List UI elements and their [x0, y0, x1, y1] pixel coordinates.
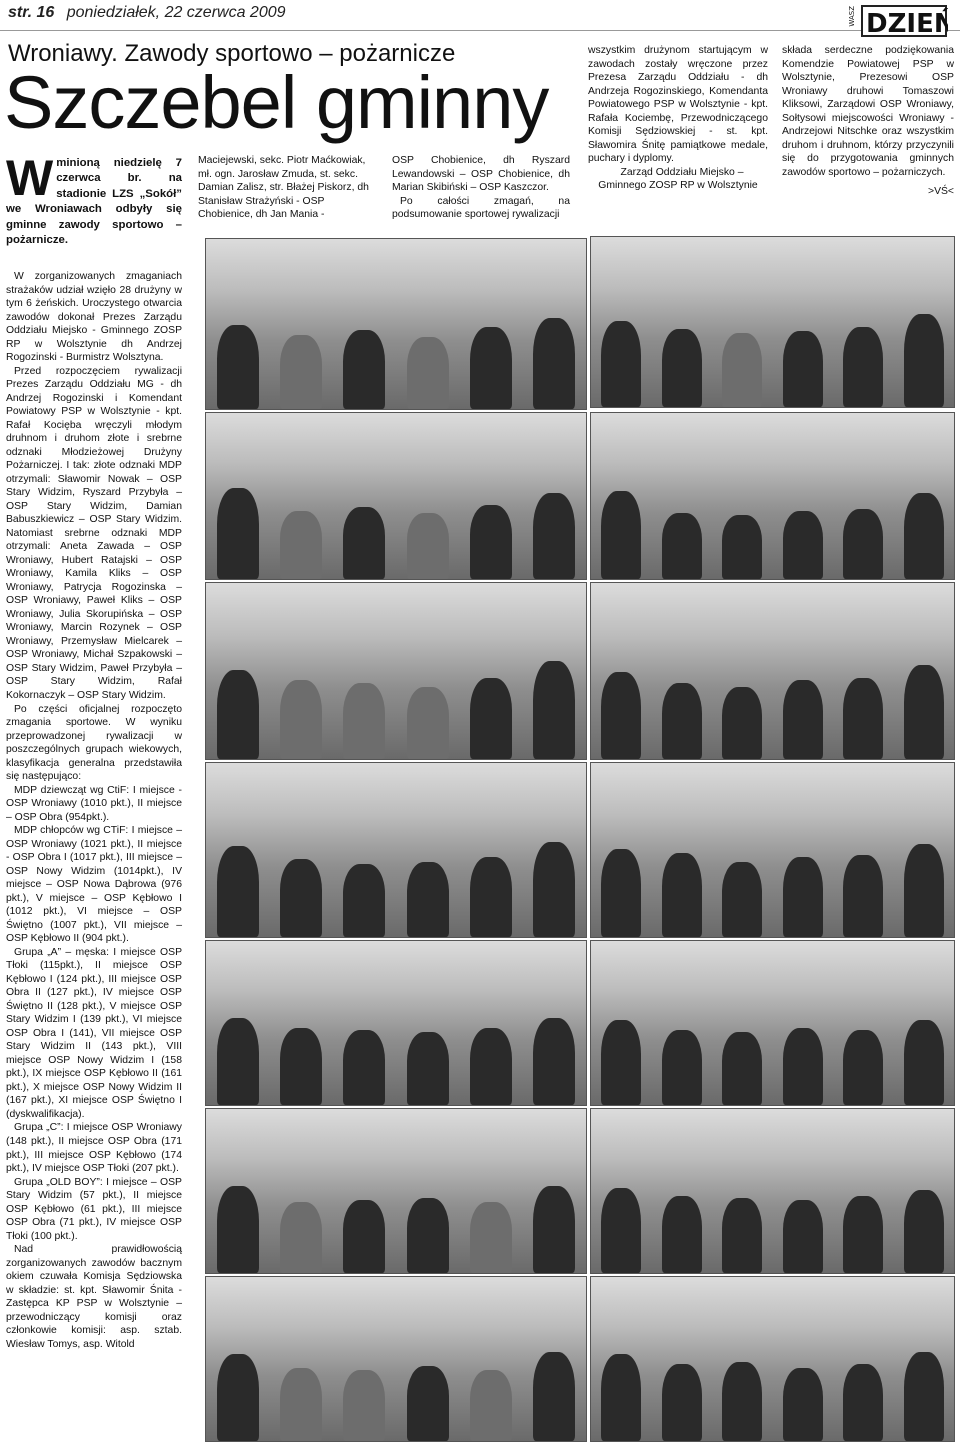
- paragraph: MDP dziewcząt wg CtiF: I miejsce - OSP Wroniawy (1010 pkt.), II miejsce – OSP Obra (954pkt.).: [6, 784, 182, 823]
- article-column-2: [198, 154, 378, 222]
- paragraph: Grupa „C”: I miejsce OSP Wroniawy (148 pkt.), II miejsce OSP Obra (171 pkt.), III miejsce OSP Kębłowo (174 pkt.), IV miejsce OSP Tłoki (207 pkt.).: [6, 1122, 182, 1175]
- photo-team-3: [205, 412, 587, 580]
- paragraph: Grupa „OLD BOY”: I miejsce – OSP Stary Widzim (57 pkt.), II miejsce OSP Kębłowo (61 pkt.), III miejsce OSP Obra (71 pkt.), IV miejsce OSP Tłoki (100 pkt.).: [6, 1176, 182, 1242]
- paragraph: Maciejewski, sekc. Piotr Maćkowiak, mł. ogn. Jarosław Zmuda, st. sekc. Damian Zalisz, str. Błażej Piskorz, dh Stanisław Strażyński - OSP Chobienice, dh Jan Mania -: [198, 155, 369, 221]
- paragraph: Po całości zmagań, na podsumowanie sportowej rywalizacji: [392, 195, 570, 221]
- photo-team-4: [590, 412, 955, 580]
- paragraph: Po części oficjalnej rozpoczęto zmagania sportowe. W wyniku przeprowadzonej rywalizacji w poszczególnych grupach wiekowych, klasyfikacja generalna przedstawiła się następująco:: [6, 703, 182, 783]
- photo-team-10: [590, 940, 955, 1106]
- photo-team-6: [590, 582, 955, 760]
- paragraph: Nad prawidłowością zorganizowanych zawodów bacznym okiem czuwała Komisja Sędziowska w składzie: st. kpt. Sławomir Śnita - Zastępca KP PSP w Wolsztynie – przewodniczący komisji oraz członkowie komisji: asp. sztab. Wiesław Tomys, asp. Witold: [6, 1244, 182, 1350]
- article-column-5: [782, 44, 954, 199]
- header-rule: [0, 30, 960, 31]
- paragraph: OSP Chobienice, dh Ryszard Lewandowski – OSP Chobienice, dh Marian Skibiński – OSP Kaszczor.: [392, 155, 570, 194]
- article-column-3: [392, 154, 570, 222]
- paragraph: składa serdeczne podziękowania Komendzie Powiatowej PSP w Wolsztynie, Prezesowi OSP Wroniawy druhowi Tomaszowi Kliksowi, Zarządowi OSP Wroniawy, Sołtysowi miejscowości Wroniawy - Andrzejowi Nitschke oraz wszystkim druhom i druhnom, którzy przyczynili się do przygotowania gminnych zawodów sportowo – pożarniczych.: [782, 45, 954, 178]
- page-header: [8, 4, 286, 22]
- paragraph: W zorganizowanych zmaganiach strażaków udział wzięło 28 drużyny w tym 6 żeńskich. Uroczystego otwarcia zawodów dokonał Prezes Zarządu Oddziału Miejsko - Gminnego ZOSP RP w Wolsztynie dh Andrzej Rogozinski - Burmistrz Wolsztyna.: [6, 271, 182, 364]
- issue-date: poniedziałek, 22 czerwca 2009: [66, 4, 286, 21]
- paragraph: MDP chłopców wg CTiF: I miejsce – OSP Wroniawy (1021 pkt.), II miejsce - OSP Obra I (1017 pkt.), III miejsce – OSP Nowy Widzim (1014pkt.), IV miejsce – OSP Nowa Dąbrowa (976 pkt.), V miejsce – OSP Kębłowo I (1012 pkt.), VI miejsce – OSP Świętno (1007 pkt.), VII miejsce – OSP Kębłowo II (904 pkt.).: [6, 825, 182, 945]
- photo-team-9: [205, 940, 587, 1106]
- article-lead: [6, 150, 182, 248]
- author-signature: >VŚ<: [928, 186, 954, 198]
- photo-team-14: [590, 1276, 955, 1442]
- paragraph: Przed rozpoczęciem rywalizacji Prezes Zarządu Oddziału MG - dh Andrzej Rogozinski i Komendant Powiatowy PSP w Wolsztynie - kpt. Rafał Kocięba wręczyli młodym druhnom i druhom złote i srebrne odznaki Młodzieżowej Drużyny Pożarniczej. I tak: złote odznaki MDP otrzymali: Sławomir Nowak – OSP Stary Widzim, Ryszard Przybyła – OSP Stary Widzim, Damian Babuszkiewicz – OSP Stary Widzim. Natomiast srebrne odznaki MDP otrzymali: Aneta Zawada – OSP Wroniawy, Hubert Ratajski – OSP Wroniawy, Kamila Kliks – OSP Wroniawy, Patrycja Rogozinska – OSP Wroniawy, Paweł Kliks – OSP Wroniawy, Julia Skorupińska – OSP Wroniawy, Marcin Rozynek – OSP Wroniawy, Przemysław Mielcarek – OSP Wroniawy, Michał Szpakowski – OSP Stary Widzim, Paweł Przybyła – OSP Stary Widzim, Rafał Kokornaczyk – OSP Stary Widzim.: [6, 365, 182, 701]
- logo-text: DZIEŃ: [866, 9, 948, 39]
- page-number: str. 16: [8, 4, 55, 21]
- photo-team-11: [205, 1108, 587, 1274]
- photo-team-13: [205, 1276, 587, 1442]
- paragraph: Grupa „A” – męska: I miejsce OSP Tłoki (115pkt.), II miejsce OSP Kębłowo I (124 pkt.), III miejsce OSP Obra II (127 pkt.), IV miejsce OSP Świętno II (128 pkt.), V miejsce OSP Stary Widzim I (139 pkt.), VI miejsce OSP Obra I (141), VII miejsce OSP Stary Widzim II (143 pkt.), VIII miejsce OSP Nowy Widzim I (158 pkt.), IX miejsce OSP Kębłowo II (161 pkt.), X miejsce OSP Nowy Widzim II (167 pkt.), XI miejsce OSP Świętno I (dyskwalifikacja).: [6, 946, 182, 1120]
- photo-team-7: [205, 762, 587, 938]
- drop-cap: W: [6, 150, 54, 206]
- newspaper-logo: [848, 2, 948, 42]
- article-kicker: Wroniawy. Zawody sportowo – pożarnicze: [8, 40, 456, 67]
- photo-team-5: [205, 582, 587, 760]
- article-headline: Szczebel gminny: [4, 61, 549, 144]
- logo-small-text: WASZ: [848, 6, 856, 27]
- photo-team-2: [590, 236, 955, 408]
- lead-text: minioną niedzielę 7 czerwca br. na stadionie LZS „Sokół” we Wroniawach odbyły się gminne zawody sportowo – pożarnicze.: [6, 157, 182, 246]
- paragraph: wszystkim drużynom startującym w zawodach zostały wręczone przez Prezesa Zarządu Oddziału - dh Andrzeja Rogozinskiego, Komendanta Powiatowego PSP w Wolsztynie - kpt. Rafała Kociembę, Przewodniczącego Komisji Sędziowskiej - st. kpt. Sławomira Śnitę pamiątkowe medale, puchary i dyplomy.: [588, 45, 768, 165]
- paragraph: Zarząd Oddziału Miejsko – Gminnego ZOSP RP w Wolsztynie: [598, 166, 758, 192]
- photo-team-12: [590, 1108, 955, 1274]
- article-column-1: [6, 270, 182, 1351]
- photo-team-8: [590, 762, 955, 938]
- article-column-4: [588, 44, 768, 193]
- photo-team-1: [205, 238, 587, 410]
